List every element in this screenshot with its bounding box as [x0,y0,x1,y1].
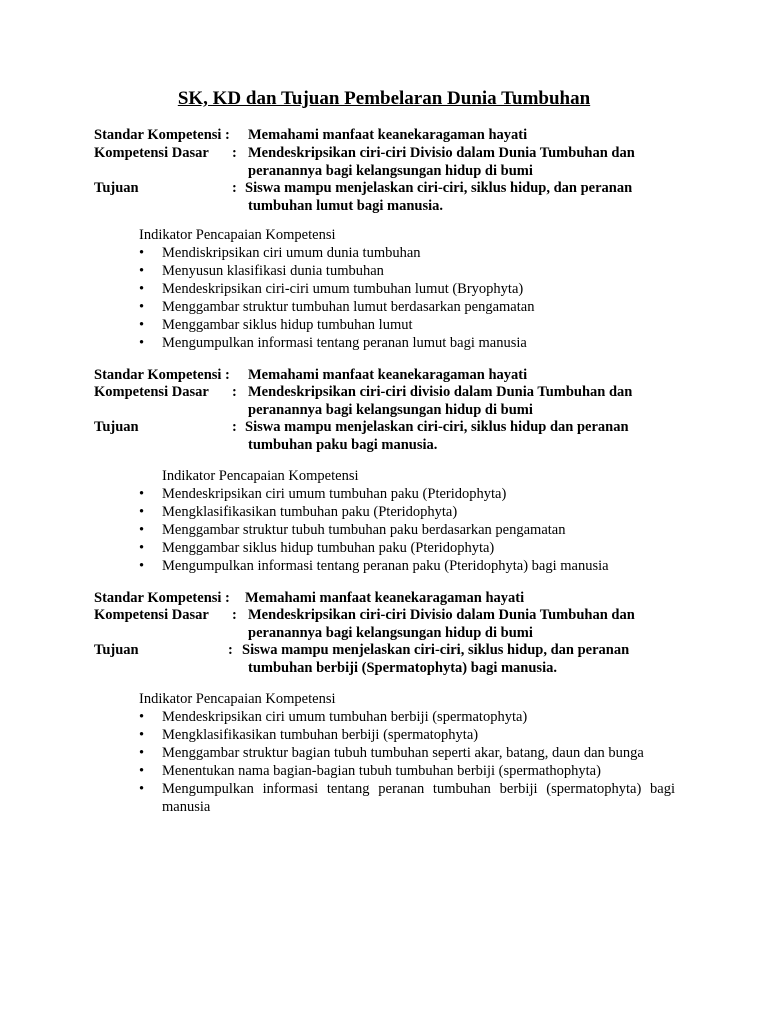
kd-value-line2: peranannya bagi kelangsungan hidup di bumi [248,163,533,179]
kd-colon: : [232,607,237,623]
list-item: • Menggambar siklus hidup tumbuhan paku (Pteridophyta) [139,540,495,556]
sk-label: Standar Kompetensi : [94,590,230,606]
list-item: • Menentukan nama bagian-bagian tubuh tumbuhan berbiji (spermathophyta) [139,763,601,779]
bullet-icon: • [139,317,145,333]
bullet-icon: • [139,745,145,761]
tujuan-label: Tujuan [94,642,139,658]
bullet-icon: • [139,781,145,797]
list-item: • Mengumpulkan informasi tentang peranan tumbuhan berbiji (spermatophyta) bagi manusia [139,781,675,815]
bullet-icon: • [139,504,145,520]
list-item: • Mendeskripsikan ciri-ciri umum tumbuhan lumut (Bryophyta) [139,281,524,297]
kd-value-line1: Mendeskripsikan ciri-ciri Divisio dalam Dunia Tumbuhan dan [248,607,635,623]
list-item: • Menggambar struktur tubuh tumbuhan paku berdasarkan pengamatan [139,522,566,538]
tujuan-value-line2: tumbuhan lumut bagi manusia. [248,198,444,214]
indikator-title: Indikator Pencapaian Kompetensi [139,227,336,243]
bullet-icon: • [139,558,145,574]
kd-colon: : [232,384,237,400]
tujuan-label: Tujuan [94,419,139,435]
list-item: • Mendiskripsikan ciri umum dunia tumbuhan [139,245,421,261]
list-item: • Mengklasifikasikan tumbuhan berbiji (spermatophyta) [139,727,479,743]
list-item: • Menggambar struktur tumbuhan lumut berdasarkan pengamatan [139,299,535,315]
tujuan-value-line1: Siswa mampu menjelaskan ciri-ciri, siklus hidup dan peranan [245,419,629,435]
list-item: • Mengumpulkan informasi tentang peranan lumut bagi manusia [139,335,527,351]
list-item: • Mendeskripsikan ciri umum tumbuhan paku (Pteridophyta) [139,486,507,502]
tujuan-label: Tujuan [94,180,139,196]
tujuan-value-line1: Siswa mampu menjelaskan ciri-ciri, siklus hidup, dan peranan [242,642,630,658]
bullet-icon: • [139,709,145,725]
kd-colon: : [232,145,237,161]
sk-value: Memahami manfaat keanekaragaman hayati [248,367,528,383]
list-item: • Mengumpulkan informasi tentang peranan paku (Pteridophyta) bagi manusia [139,558,609,574]
kd-value-line1: Mendeskripsikan ciri-ciri Divisio dalam Dunia Tumbuhan dan [248,145,635,161]
kd-label: Kompetensi Dasar [94,384,209,400]
sk-label: Standar Kompetensi : [94,367,230,383]
kd-value-line2: peranannya bagi kelangsungan hidup di bumi [248,402,533,418]
indikator-list [139,485,679,575]
page-title: SK, KD dan Tujuan Pembelaran Dunia Tumbuhan [177,88,591,109]
kd-label: Kompetensi Dasar [94,607,209,623]
bullet-icon: • [139,335,145,351]
bullet-icon: • [139,522,145,538]
list-item: • Menggambar siklus hidup tumbuhan lumut [139,317,413,333]
kd-value-line2: peranannya bagi kelangsungan hidup di bumi [248,625,533,641]
bullet-icon: • [139,281,145,297]
tujuan-colon: : [232,180,237,196]
kd-value-line1: Mendeskripsikan ciri-ciri divisio dalam Dunia Tumbuhan dan [248,384,633,400]
bullet-icon: • [139,540,145,556]
list-item: • Menyusun klasifikasi dunia tumbuhan [139,263,384,279]
bullet-icon: • [139,245,145,261]
bullet-icon: • [139,763,145,779]
list-item: • Mendeskripsikan ciri umum tumbuhan berbiji (spermatophyta) [139,709,528,725]
tujuan-value-line1: Siswa mampu menjelaskan ciri-ciri, siklus hidup, dan peranan [245,180,633,196]
list-item: • Menggambar struktur bagian tubuh tumbuhan seperti akar, batang, daun dan bunga [139,745,644,761]
tujuan-colon: : [232,419,237,435]
bullet-icon: • [139,263,145,279]
list-item: • Mengklasifikasikan tumbuhan paku (Pteridophyta) [139,504,458,520]
indikator-title: Indikator Pencapaian Kompetensi [162,468,359,484]
bullet-icon: • [139,727,145,743]
bullet-icon: • [139,299,145,315]
indikator-title: Indikator Pencapaian Kompetensi [139,691,336,707]
indikator-list [139,244,679,352]
sk-label: Standar Kompetensi : [94,127,230,143]
tujuan-value-line2: tumbuhan paku bagi manusia. [248,437,438,453]
sk-value: Memahami manfaat keanekaragaman hayati [245,590,525,606]
indikator-list [139,708,675,816]
kd-label: Kompetensi Dasar [94,145,209,161]
tujuan-colon: : [228,642,233,658]
bullet-icon: • [139,486,145,502]
tujuan-value-line2: tumbuhan berbiji (Spermatophyta) bagi manusia. [248,660,557,676]
sk-value: Memahami manfaat keanekaragaman hayati [248,127,528,143]
